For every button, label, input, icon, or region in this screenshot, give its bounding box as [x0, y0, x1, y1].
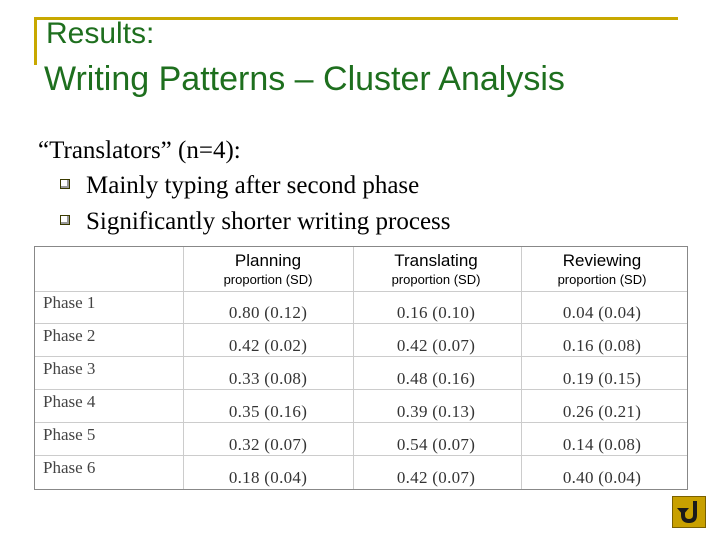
table-cell: 0.16 (0.08)	[562, 336, 642, 355]
table-cell: 0.80 (0.12)	[228, 303, 308, 322]
table-cell: 0.39 (0.13)	[396, 402, 476, 421]
bullet-item-1	[60, 171, 419, 201]
table-cell: 0.16 (0.10)	[396, 303, 476, 322]
results-table	[34, 246, 688, 490]
table-cell: 0.42 (0.07)	[396, 336, 476, 355]
translators-heading: “Translators” (n=4):	[38, 137, 241, 164]
table-cell: 0.35 (0.16)	[228, 402, 308, 421]
row-divider	[35, 291, 687, 292]
row-label-phase-3: Phase 3	[43, 359, 96, 378]
slide-title-line2: Writing Patterns – Cluster Analysis	[44, 60, 565, 98]
row-divider	[35, 422, 687, 423]
column-header-sub: proportion (SD)	[223, 272, 313, 287]
column-header-name: Planning	[234, 251, 302, 270]
table-cell: 0.42 (0.02)	[228, 336, 308, 355]
row-divider	[35, 389, 687, 390]
table-cell: 0.04 (0.04)	[562, 303, 642, 322]
table-cell: 0.26 (0.21)	[562, 402, 642, 421]
row-label-phase-2: Phase 2	[43, 326, 96, 345]
column-header-sub: proportion (SD)	[391, 272, 481, 287]
table-cell: 0.48 (0.16)	[396, 369, 476, 388]
table-cell: 0.19 (0.15)	[562, 369, 642, 388]
column-header-translating	[351, 251, 521, 289]
table-cell: 0.54 (0.07)	[396, 435, 476, 454]
return-button[interactable]	[672, 496, 706, 528]
table-cell: 0.40 (0.04)	[562, 468, 642, 487]
row-divider	[35, 323, 687, 324]
bullet-text-1: Mainly typing after second phase	[86, 172, 420, 199]
row-label-phase-4: Phase 4	[43, 392, 96, 411]
column-header-name: Reviewing	[562, 251, 642, 270]
slide-title-line1: Results:	[46, 17, 155, 50]
return-arrow-icon	[673, 497, 705, 527]
table-cell: 0.42 (0.07)	[396, 468, 476, 487]
row-divider	[35, 356, 687, 357]
checkbox-bullet-icon	[60, 215, 70, 225]
table-cell: 0.33 (0.08)	[228, 369, 308, 388]
row-label-phase-6: Phase 6	[43, 458, 96, 477]
table-cell: 0.18 (0.04)	[228, 468, 308, 487]
table-cell: 0.32 (0.07)	[228, 435, 308, 454]
row-divider	[35, 455, 687, 456]
bullet-item-2	[60, 207, 451, 237]
bullet-text-2: Significantly shorter writing process	[86, 208, 451, 235]
row-label-phase-1: Phase 1	[43, 293, 96, 312]
checkbox-bullet-icon	[60, 179, 70, 189]
column-header-planning	[183, 251, 353, 289]
row-label-phase-5: Phase 5	[43, 425, 96, 444]
column-header-sub: proportion (SD)	[557, 272, 647, 287]
column-header-name: Translating	[394, 251, 478, 270]
table-cell: 0.14 (0.08)	[562, 435, 642, 454]
title-frame-left	[34, 17, 37, 65]
column-header-reviewing	[517, 251, 687, 289]
